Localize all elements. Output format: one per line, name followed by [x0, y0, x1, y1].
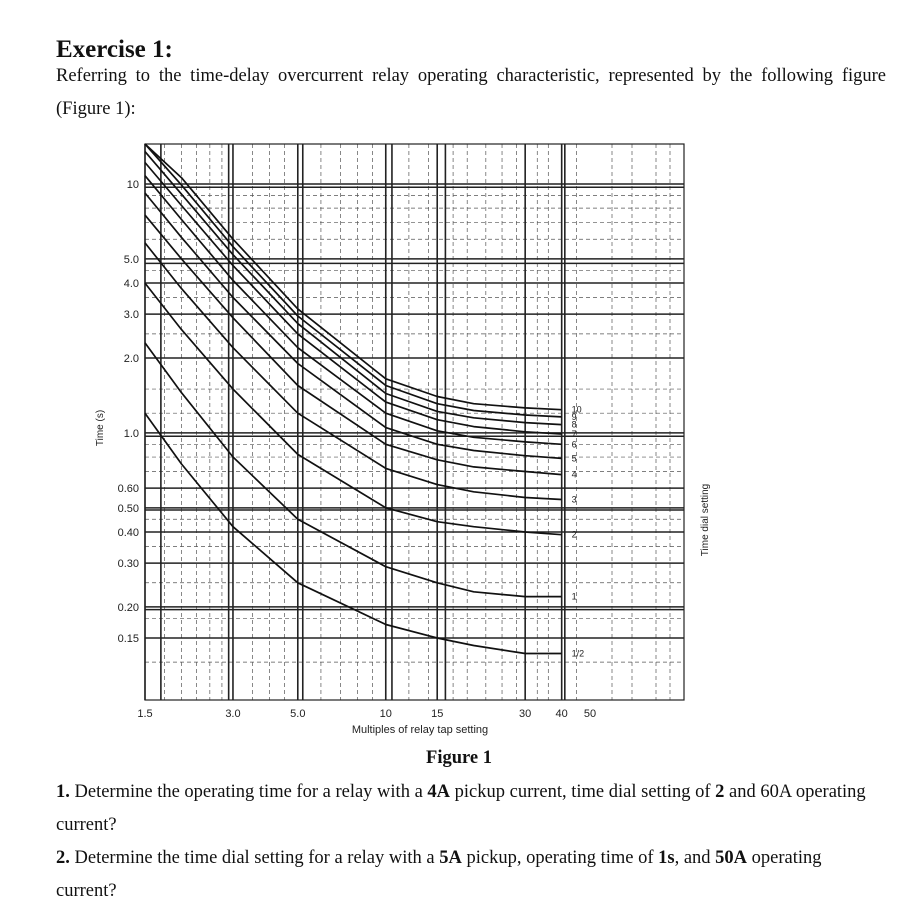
- question-1-dial: 2: [715, 782, 725, 802]
- curve-label-5: 5: [571, 453, 577, 464]
- curve-dial-7: [145, 163, 562, 435]
- right-axis-label: Time dial setting: [700, 483, 711, 557]
- chart-grid: [145, 144, 684, 700]
- y-tick-label: 2.0: [123, 352, 139, 365]
- x-tick-label: 10: [379, 708, 392, 720]
- question-2-text-a: Determine the time dial setting for a relay with a: [74, 848, 440, 868]
- y-tick-label: 0.30: [117, 558, 139, 571]
- question-2: [56, 842, 886, 908]
- curve-dial-5: [145, 193, 562, 458]
- question-2-pickup: 5A: [439, 848, 462, 868]
- question-1-text-c: and 60A operating current?: [56, 782, 866, 835]
- x-tick-label: 50: [583, 708, 597, 720]
- x-axis-label: Multiples of relay tap setting: [351, 724, 489, 736]
- exercise-title: Exercise 1:: [56, 36, 173, 63]
- question-2-time: 1s: [658, 848, 675, 868]
- intro-paragraph: Referring to the time-delay overcurrent relay operating characteristic, represented by the following figure (Figure 1):: [56, 66, 886, 119]
- y-axis-label: Time (s): [95, 409, 106, 447]
- question-1: [56, 776, 886, 842]
- curve-label-3: 3: [571, 494, 577, 505]
- y-tick-label: 0.15: [117, 633, 139, 645]
- y-tick-label: 0.40: [117, 526, 139, 539]
- x-tick-label: 1.5: [137, 708, 153, 720]
- curve-dial-1-2: [145, 413, 562, 653]
- plot-border: [145, 144, 684, 700]
- curve-label-7: 7: [571, 429, 577, 440]
- curve-label-1-2: 1/2: [571, 648, 585, 659]
- y-tick-label: 10: [126, 179, 139, 191]
- question-1-text-a: Determine the operating time for a relay with a: [74, 782, 428, 802]
- question-2-text-b: pickup, operating time of: [461, 848, 659, 868]
- x-tick-label: 15: [431, 708, 444, 720]
- question-2-current: 50A: [715, 848, 748, 868]
- curve-label-1: 1: [571, 591, 577, 602]
- curve-label-6: 6: [571, 439, 577, 450]
- figure-caption: Figure 1: [426, 748, 492, 768]
- y-tick-label: 3.0: [123, 309, 139, 322]
- y-tick-label: 5.0: [123, 253, 139, 266]
- y-tick-label: 0.50: [117, 502, 139, 515]
- curve-dial-3: [145, 243, 562, 500]
- y-tick-label: 0.20: [117, 601, 139, 614]
- curve-label-8: 8: [571, 419, 577, 430]
- curve-label-4: 4: [571, 469, 577, 480]
- y-tick-label: 4.0: [123, 278, 139, 291]
- question-1-text-b: pickup current, time dial setting of: [450, 782, 716, 802]
- question-1-pickup: 4A: [427, 782, 451, 802]
- curve-label-9: 9: [571, 411, 577, 422]
- y-tick-label: 0.60: [117, 483, 139, 496]
- curve-label-10: 10: [571, 404, 582, 415]
- x-tick-label: 30: [519, 708, 532, 720]
- curve-label-2: 2: [571, 529, 577, 540]
- question-1-number: 1.: [56, 782, 70, 802]
- x-tick-label: 40: [555, 708, 568, 720]
- question-2-text-c: , and: [674, 848, 716, 868]
- x-tick-label: 5.0: [290, 708, 306, 720]
- chart-curves: [145, 144, 562, 654]
- y-tick-label: 1.0: [123, 427, 139, 440]
- relay-characteristic-chart: [0, 130, 918, 750]
- question-2-number: 2.: [56, 848, 70, 868]
- x-tick-label: 3.0: [225, 708, 241, 720]
- question-2-text-d: operating current?: [56, 848, 822, 901]
